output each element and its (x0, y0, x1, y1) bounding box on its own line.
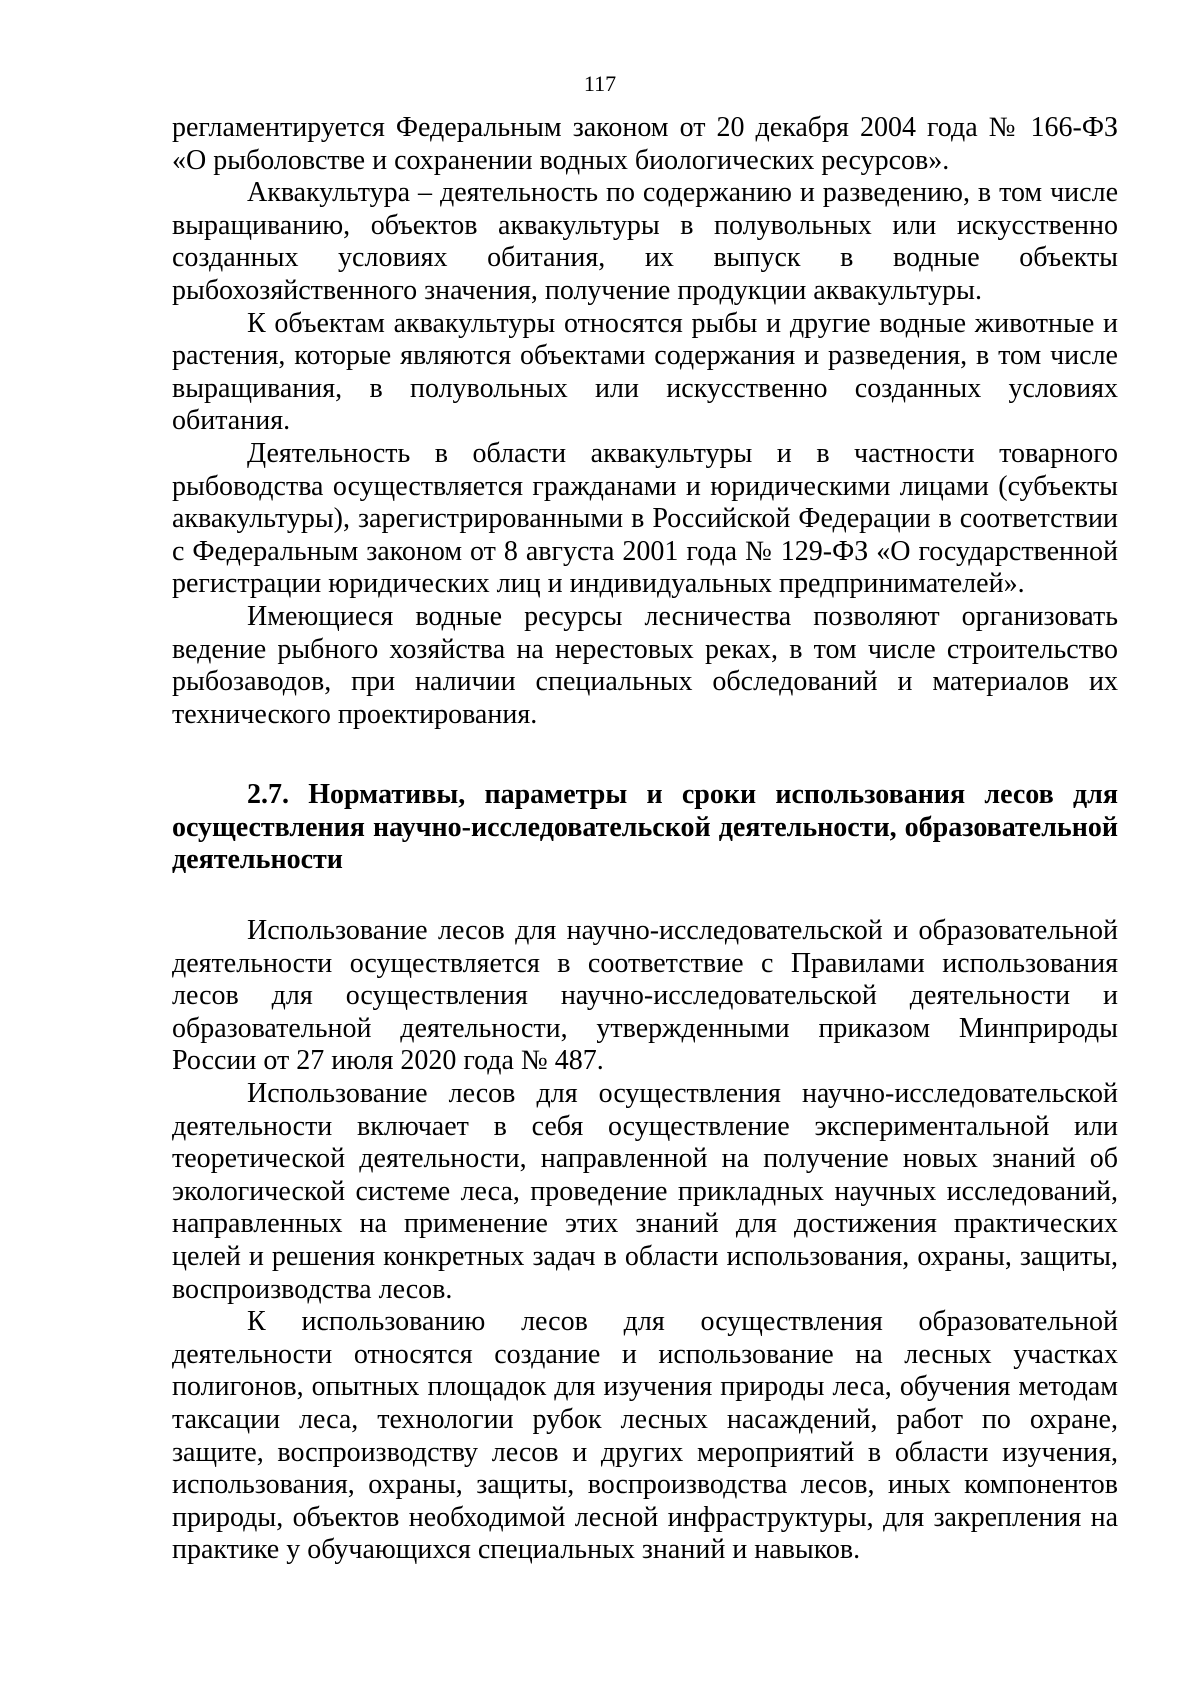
paragraph-aquaculture-objects: К объектам аквакультуры относятся рыбы и другие водные животные и растения, которые являются объектами содержания и разведения, в том числе выращивания, в полувольных или искусственно созданных условиях обитания. (172, 307, 1118, 437)
paragraph-water-resources: Имеющиеся водные ресурсы лесничества позволяют организовать ведение рыбного хозяйства на нерестовых реках, в том числе строительство рыбозаводов, при наличии специальных обследований и материалов их технического проектирования. (172, 600, 1118, 730)
paragraph-aquaculture-activity: Деятельность в области аквакультуры и в частности товарного рыбоводства осуществляется гражданами и юридическими лицами (субъекты аквакультуры), зарегистрированными в Российской Федерации в соответствии с Федеральным законом от 8 августа 2001 года № 129-ФЗ «О государственной регистрации юридических лиц и индивидуальных предпринимателей». (172, 437, 1118, 600)
paragraph-aquaculture-definition: Аквакультура – деятельность по содержанию и разведению, в том числе выращиванию, объектов аквакультуры в полувольных или искусственно созданных условиях обитания, их выпуск в водные объекты рыбохозяйственного значения, получение продукции аквакультуры. (172, 177, 1118, 306)
paragraph-educational-activity: К использованию лесов для осуществления образовательной деятельности относятся создание и использование на лесных участках полигонов, опытных площадок для изучения природы леса, обучения методам таксации леса, технологии рубок лесных насаждений, работ по охране, защите, воспроизводству лесов и других мероприятий в области изучения, использования, охраны, защиты, воспроизводства лесов, иных компонентов природы, объектов необходимой лесной инфраструктуры, для закрепления на практике у обучающихся специальных знаний и навыков. (172, 1306, 1118, 1566)
paragraph-research-activity: Использование лесов для осуществления научно-исследовательской деятельности включает в себя осуществление экспериментальной или теоретической деятельности, направленной на получение новых знаний об экологической системе леса, проведение прикладных научных исследований, направленных на применение этих знаний для достижения практических целей и решения конкретных задач в области использования, охраны, защиты, воспроизводства лесов. (172, 1078, 1118, 1305)
paragraph-research-education-use: Использование лесов для научно-исследовательской и образовательной деятельности осуществляется в соответствие с Правилами использования лесов для осуществления научно-исследовательской деятельности и образовательной деятельности, утвержденными приказом Минприроды России от 27 июля 2020 года № 487. (172, 915, 1118, 1077)
page-number: 117 (583, 71, 617, 96)
document-body (172, 112, 1118, 1567)
paragraph-continuation: регламентируется Федеральным законом от 20 декабря 2004 года № 166-ФЗ «О рыболовстве и сохранении водных биологических ресурсов». (172, 112, 1118, 176)
section-heading-2-7: 2.7. Нормативы, параметры и сроки использования лесов для осуществления научно-исследовательской деятельности, образовательной деятельности (172, 779, 1118, 876)
